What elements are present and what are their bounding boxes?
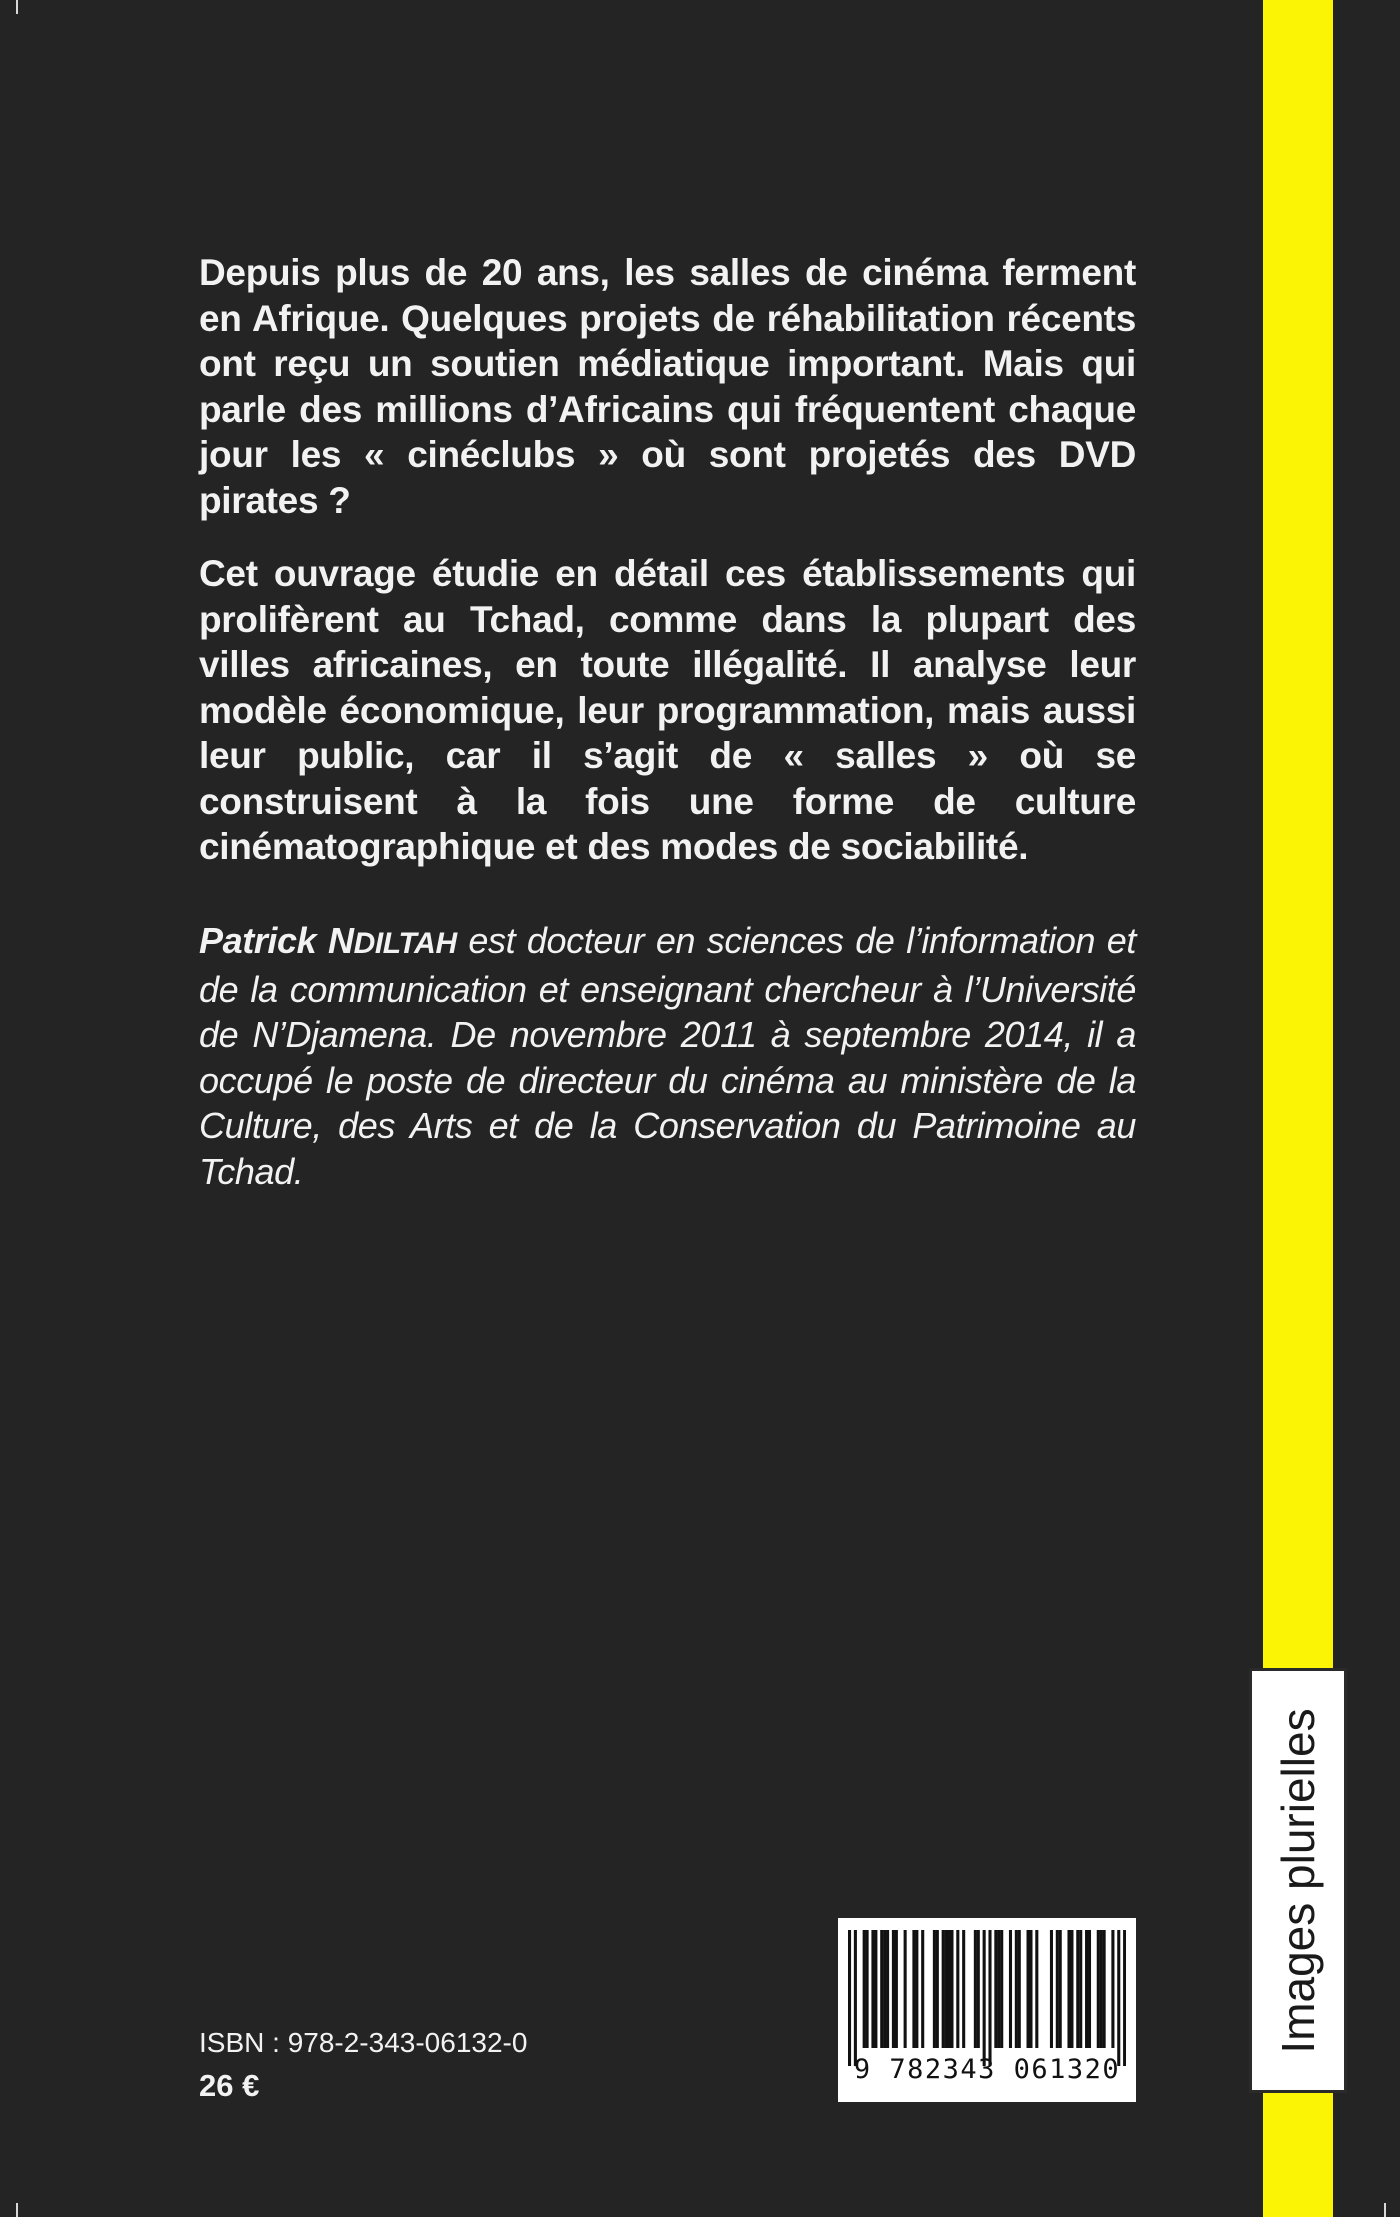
barcode-number: 9 782343 061320 [853, 2054, 1121, 2085]
barcode-bar [942, 1930, 945, 2048]
barcode-bar [874, 1930, 877, 2048]
barcode-bar [854, 1930, 857, 2066]
blurb-paragraph-2: Cet ouvrage étudie en détail ces établissements qui prolifèrent au Tchad, comme dans la plupart des villes africaines, en toute illégalité. Il analyse leur modèle économique, leur programmation, mais aussi leur public, car il s’agit de « salles » où se construisent à la fois une forme de culture cinématographique et des modes de sociabilité. [199, 553, 1136, 867]
author-bio-body: est docteur en sciences de l’information et de la communication et enseignant chercheur à l’Université de N’Djamena. De novembre 2011 à septembre 2014, il a occupé le poste de directeur du cinéma au ministère de la Culture, des Arts et de la Conservation du Patrimoine au Tchad. [199, 920, 1137, 1192]
barcode-bar [950, 1930, 953, 2048]
barcode-bar [1097, 1930, 1100, 2048]
barcode-bar [1088, 1930, 1091, 2048]
barcode-bar [974, 1930, 977, 2048]
barcode-bar [1085, 1930, 1088, 2048]
price-text: 26 € [199, 2068, 260, 2103]
barcode-bar [994, 1930, 997, 2048]
barcode-bar [1015, 1930, 1018, 2048]
barcode-bar [866, 1930, 869, 2048]
barcode-bar [988, 1930, 991, 2066]
author-bio-text [199, 918, 1136, 1194]
barcode-bar [1117, 1930, 1120, 2066]
barcode-bar [921, 1930, 924, 2048]
barcode-bar [1009, 1930, 1012, 2048]
barcode-bar [915, 1930, 918, 2048]
back-cover-blurb [199, 250, 1136, 898]
barcode-bar [1111, 1930, 1114, 2048]
barcode-bar [1035, 1930, 1038, 2048]
barcode-bar [983, 1930, 986, 2066]
barcode-bar [1029, 1930, 1032, 2048]
barcode-bar [936, 1930, 939, 2048]
barcode-bar [1056, 1930, 1059, 2048]
barcode [838, 1918, 1136, 2102]
crop-mark-bottom-right [1384, 2203, 1386, 2217]
barcode-bar [933, 1930, 936, 2048]
barcode-bar [1000, 1930, 1003, 2048]
barcode-bar [1100, 1930, 1103, 2048]
barcode-bar [863, 1930, 866, 2048]
barcode-bar [904, 1930, 907, 2048]
barcode-bar [1050, 1930, 1053, 2048]
barcode-bar [997, 1930, 1000, 2048]
barcode-bar [871, 1930, 874, 2048]
barcode-bar [956, 1930, 959, 2048]
isbn-text: ISBN : 978-2-343-06132-0 [199, 2027, 528, 2058]
barcode-bar [945, 1930, 948, 2048]
barcode-bar [1067, 1930, 1070, 2048]
barcode-bar [912, 1930, 915, 2048]
barcode-bar [886, 1930, 889, 2048]
barcode-bar [1076, 1930, 1079, 2048]
crop-mark-bottom-left [16, 2203, 18, 2217]
barcode-bar [883, 1930, 886, 2048]
blurb-paragraph-1: Depuis plus de 20 ans, les salles de cinéma ferment en Afrique. Quelques projets de réhabilitation récents ont reçu un soutien médiatique important. Mais qui parle des millions d’Africains qui fréquentent chaque jour les « cinéclubs » où sont projetés des DVD pirates ? [199, 252, 1136, 521]
barcode-bar [892, 1930, 895, 2048]
barcode-bars [848, 1930, 1126, 2066]
barcode-bar [1059, 1930, 1062, 2048]
barcode-bar [977, 1930, 980, 2048]
author-first-name: Patrick [199, 920, 317, 961]
barcode-bar [880, 1930, 883, 2048]
series-label-box [1249, 1668, 1347, 2093]
barcode-bar [947, 1930, 950, 2048]
barcode-bar [1079, 1930, 1082, 2048]
barcode-bar [1027, 1930, 1030, 2048]
isbn-price-block [199, 2023, 527, 2109]
barcode-bar [1070, 1930, 1073, 2048]
barcode-bar [1018, 1930, 1021, 2048]
barcode-bar [895, 1930, 898, 2048]
author-last-rest: DILTAH [353, 927, 457, 960]
barcode-bar [1123, 1930, 1126, 2066]
barcode-bar [962, 1930, 965, 2048]
series-name: Images plurielles [1272, 1707, 1324, 2054]
barcode-bar [848, 1930, 851, 2066]
barcode-bar [1103, 1930, 1106, 2048]
author-last-initial: N [327, 920, 354, 961]
author-bio [199, 918, 1136, 1194]
crop-mark-top-left [16, 0, 18, 14]
